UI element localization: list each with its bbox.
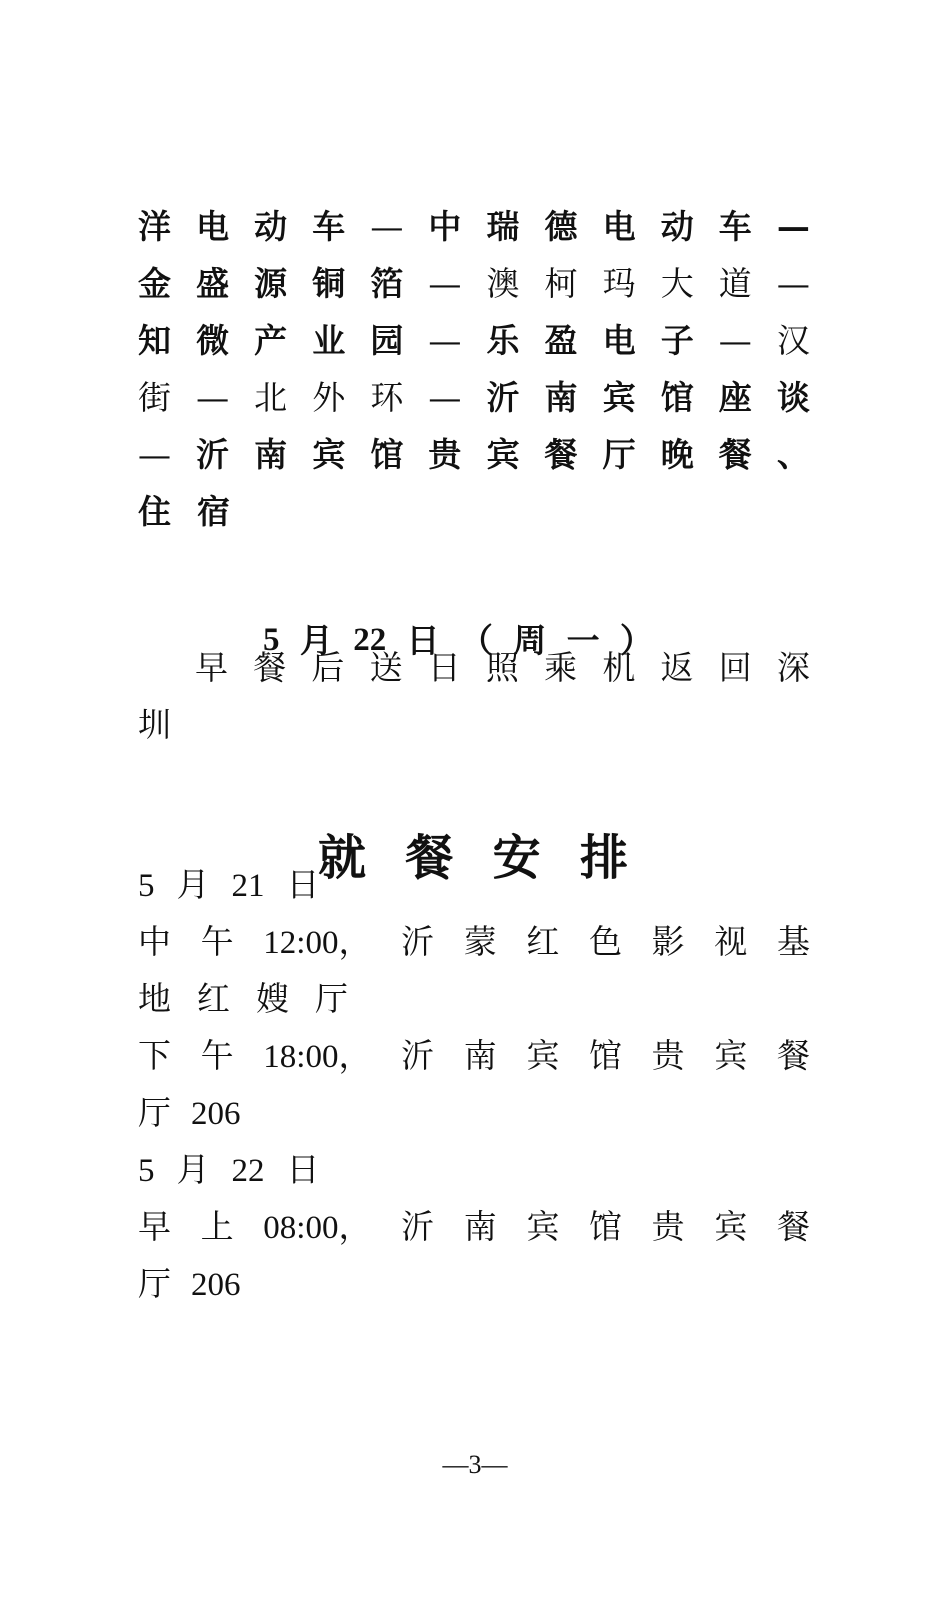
route-char: 南 <box>544 378 578 417</box>
date-part: 月 <box>176 1150 210 1189</box>
dining-char: 宾 <box>526 1036 560 1075</box>
dining-char: 南 <box>463 1207 497 1246</box>
dining-char: 宾 <box>714 1207 748 1246</box>
route-char: 北 <box>254 378 288 417</box>
dining-lunch-line-1 <box>138 913 810 970</box>
route-dash: — <box>196 378 230 417</box>
route-char: 谈 <box>776 378 810 417</box>
route-char: 车 <box>718 207 752 246</box>
route-char: 车 <box>312 207 346 246</box>
day2-char: 早 <box>195 648 228 687</box>
route-line-5 <box>138 426 810 483</box>
date-part: 5 <box>138 868 155 904</box>
route-char: 道 <box>718 264 752 303</box>
route-char: 箔 <box>370 264 404 303</box>
route-char: 知 <box>138 321 171 360</box>
dining-char: 基 <box>776 922 810 961</box>
dining-room-number: 206 <box>191 1267 241 1303</box>
dining-char: 午 <box>200 922 234 961</box>
day2-line-2 <box>138 696 810 753</box>
route-char: 玛 <box>602 264 636 303</box>
day2-char: 深 <box>776 648 810 687</box>
date-part: 日 <box>286 1150 320 1189</box>
route-char: 宾 <box>486 435 520 474</box>
route-char: 动 <box>254 207 288 246</box>
dining-char: 午 <box>200 1036 234 1075</box>
route-char: 澳 <box>486 264 520 303</box>
heading-part: 22 <box>353 622 387 658</box>
day2-char: 照 <box>485 648 519 687</box>
route-dash: — <box>428 264 462 303</box>
route-char: 园 <box>370 321 404 360</box>
route-char: 沂 <box>486 378 520 417</box>
route-char: 宿 <box>197 492 230 531</box>
route-char: 铜 <box>312 264 346 303</box>
route-char: 电 <box>196 207 230 246</box>
route-char: 汉 <box>776 321 810 360</box>
dining-char: 沂 <box>401 1207 435 1246</box>
route-char: 住 <box>138 492 171 531</box>
day2-line-1 <box>138 639 810 696</box>
heading-part: 日 <box>406 621 440 660</box>
dining-char: 视 <box>714 922 748 961</box>
route-char: 瑞 <box>486 207 520 246</box>
dining-breakfast-line-2 <box>138 1255 810 1312</box>
date-part: 21 <box>231 868 265 904</box>
route-char: 产 <box>254 321 288 360</box>
route-char: 中 <box>428 207 462 246</box>
route-char: 盛 <box>196 264 230 303</box>
dining-char: 嫂 <box>256 979 289 1018</box>
route-char: 馆 <box>370 435 404 474</box>
dining-dinner-line-1 <box>138 1027 810 1084</box>
dining-char: 沂 <box>401 922 435 961</box>
dining-char: 影 <box>651 922 685 961</box>
route-char: 贵 <box>428 435 462 474</box>
dining-schedule <box>138 856 810 1312</box>
heading-part: 一 <box>566 621 600 660</box>
dining-char: 沂 <box>401 1036 435 1075</box>
day2-char: 圳 <box>138 705 171 744</box>
date-part: 22 <box>231 1153 265 1189</box>
day2-char: 乘 <box>544 648 578 687</box>
heading-part: 月 <box>299 621 333 660</box>
route-char: 德 <box>544 207 578 246</box>
route-dash: — <box>776 207 810 246</box>
title-char: 排 <box>579 830 628 886</box>
dining-char: 餐 <box>776 1207 810 1246</box>
dining-char: 馆 <box>589 1036 623 1075</box>
route-char: 宾 <box>602 378 636 417</box>
dining-dinner-line-2 <box>138 1084 810 1141</box>
page-number: —3— <box>442 1450 508 1479</box>
dining-time: 08:00， <box>263 1210 372 1246</box>
day2-char: 餐 <box>253 648 287 687</box>
dining-char: 蒙 <box>463 922 497 961</box>
route-char: 洋 <box>138 207 171 246</box>
route-char: 晚 <box>660 435 694 474</box>
route-dash: — <box>428 321 462 360</box>
route-char: 柯 <box>544 264 578 303</box>
route-char: 餐 <box>544 435 578 474</box>
dining-char: 宾 <box>714 1036 748 1075</box>
route-char: 源 <box>254 264 288 303</box>
route-line-6 <box>138 483 810 540</box>
route-char: 宾 <box>312 435 346 474</box>
title-char: 安 <box>492 830 541 886</box>
route-char: 沂 <box>196 435 230 474</box>
route-char: 座 <box>718 378 752 417</box>
date-part: 日 <box>286 865 320 904</box>
dining-char: 南 <box>463 1036 497 1075</box>
route-char: 微 <box>196 321 230 360</box>
title-char: 就 <box>318 830 367 886</box>
route-char: 乐 <box>486 321 520 360</box>
dining-breakfast-line-1 <box>138 1198 810 1255</box>
heading-part: （ <box>459 621 493 660</box>
date-part: 5 <box>138 1153 155 1189</box>
dining-char: 地 <box>138 979 171 1018</box>
route-line-2 <box>138 255 810 312</box>
day2-char: 送 <box>369 648 403 687</box>
route-char: 盈 <box>544 321 578 360</box>
dining-char: 色 <box>589 922 623 961</box>
dining-char: 贵 <box>651 1036 685 1075</box>
route-char: 电 <box>602 207 636 246</box>
dining-char: 厅 <box>138 1093 171 1132</box>
dining-date-22 <box>138 1141 810 1198</box>
dining-char: 上 <box>200 1207 234 1246</box>
route-punct: 、 <box>776 435 810 474</box>
dining-char: 早 <box>138 1207 171 1246</box>
dining-time: 12:00， <box>263 925 372 961</box>
route-char: 厅 <box>602 435 636 474</box>
day2-char: 日 <box>427 648 461 687</box>
route-char: 电 <box>602 321 636 360</box>
heading-part: 5 <box>263 622 280 658</box>
dining-time: 18:00， <box>263 1039 372 1075</box>
route-paragraph <box>138 198 810 540</box>
day2-char: 返 <box>660 648 694 687</box>
date-part: 月 <box>176 865 210 904</box>
route-char: 大 <box>660 264 694 303</box>
title-char: 餐 <box>405 830 454 886</box>
dining-char: 贵 <box>651 1207 685 1246</box>
dining-room-number: 206 <box>191 1096 241 1132</box>
route-char: 子 <box>660 321 694 360</box>
route-char: 街 <box>138 378 171 417</box>
dining-char: 红 <box>526 922 560 961</box>
route-line-4 <box>138 369 810 426</box>
route-dash: — <box>138 435 171 474</box>
route-dash: — <box>718 321 752 360</box>
route-char: 馆 <box>660 378 694 417</box>
route-dash: — <box>370 207 404 246</box>
dining-date-21 <box>138 856 810 913</box>
day2-char: 回 <box>718 648 752 687</box>
dining-char: 下 <box>138 1036 171 1075</box>
dining-char: 馆 <box>589 1207 623 1246</box>
route-line-3 <box>138 312 810 369</box>
route-char: 餐 <box>718 435 752 474</box>
dining-char: 厅 <box>315 979 348 1018</box>
route-char: 金 <box>138 264 171 303</box>
route-dash: — <box>776 264 810 303</box>
route-char: 环 <box>370 378 404 417</box>
route-char: 南 <box>254 435 288 474</box>
route-char: 业 <box>312 321 346 360</box>
route-line-1 <box>138 198 810 255</box>
dining-lunch-line-2 <box>138 970 810 1027</box>
heading-part: ） <box>619 621 653 660</box>
day2-char: 机 <box>602 648 636 687</box>
dining-char: 餐 <box>776 1036 810 1075</box>
dining-char: 中 <box>138 922 171 961</box>
dining-char: 厅 <box>138 1264 171 1303</box>
day2-char: 后 <box>311 648 345 687</box>
day2-paragraph <box>138 639 810 753</box>
dining-char: 宾 <box>526 1207 560 1246</box>
route-dash: — <box>428 378 462 417</box>
route-char: 外 <box>312 378 346 417</box>
route-char: 动 <box>660 207 694 246</box>
dining-char: 红 <box>197 979 230 1018</box>
heading-part: 周 <box>513 621 547 660</box>
